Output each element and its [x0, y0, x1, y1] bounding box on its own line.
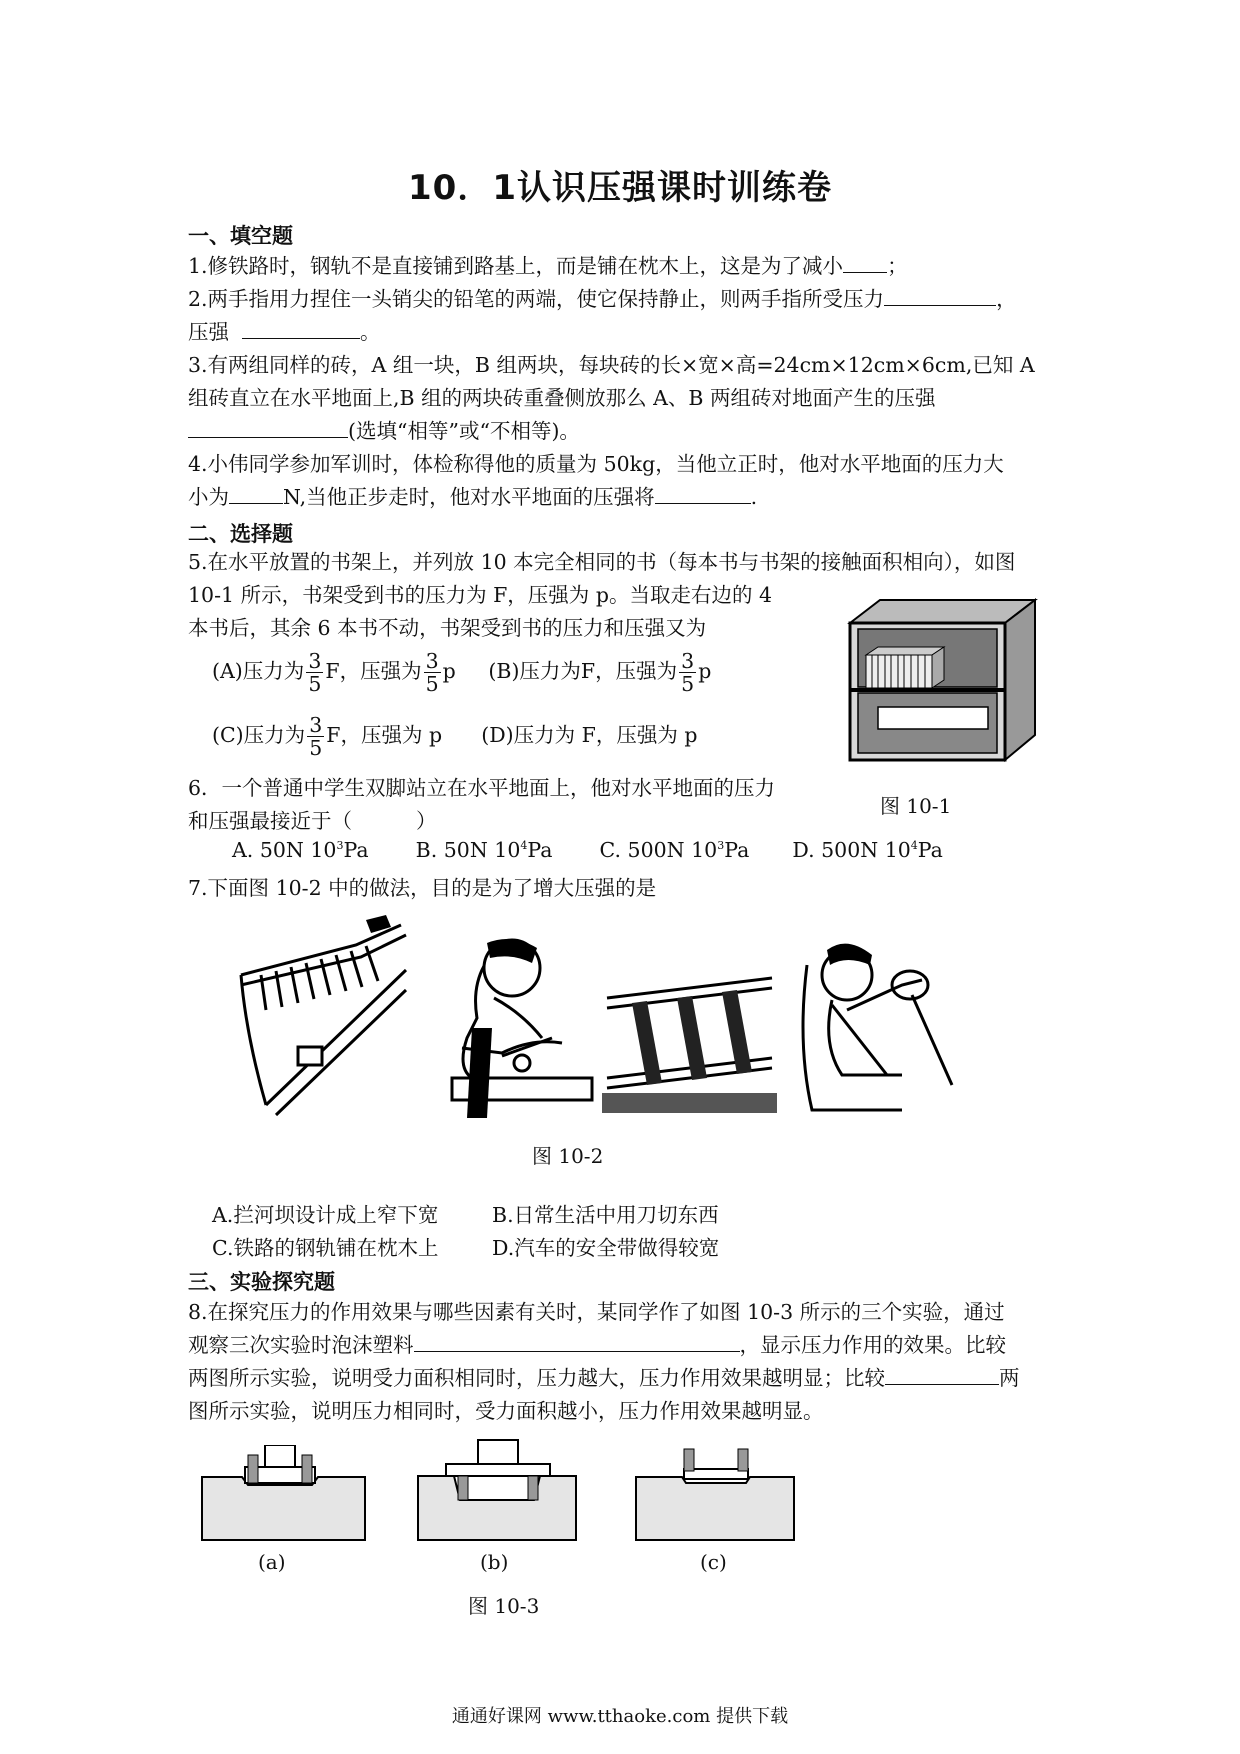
frac-num: 3	[308, 649, 322, 673]
frac-den: 5	[425, 672, 439, 696]
q6-d-exp: 4	[910, 839, 918, 853]
q6-option-a[interactable]	[232, 838, 369, 862]
question-7: 7.下面图 10-2 中的做法，目的是为了增大压强的是	[188, 876, 657, 900]
q8-text-b: 观察三次实验时泡沫塑料	[188, 1333, 414, 1357]
q6-options	[232, 838, 943, 862]
question-5-line2: 10-1 所示，书架受到书的压力为 F，压强为 p。当取走右边的 4	[188, 583, 773, 607]
figure-10-3-label-b: (b)	[480, 1550, 509, 1574]
question-4-line1: 4.小伟同学参加军训时，体检称得他的质量为 50kg，当他立正时，他对水平地面的压力大	[188, 452, 1004, 476]
q6-d-text: D. 500N 10	[792, 838, 911, 862]
q5-option-row-2	[212, 714, 698, 759]
q1-text: 1.修铁路时，钢轨不是直接铺到路基上，而是铺在枕木上，这是为了减小	[188, 254, 844, 278]
q6-option-b[interactable]	[416, 838, 553, 862]
frac-num: 3	[425, 649, 439, 673]
question-2-line2	[188, 316, 1058, 349]
q6-b-exp: 4	[520, 839, 528, 853]
figure-10-1-caption: 图 10-1	[880, 794, 952, 818]
q4-blank-pressure[interactable]	[655, 481, 751, 504]
frac-num: 3	[309, 713, 323, 737]
q2-blank-force[interactable]	[884, 283, 996, 306]
question-6-line2	[188, 805, 1058, 838]
q6-a-exp: 3	[336, 839, 344, 853]
q8-text-c-end: 两	[999, 1366, 1020, 1390]
figure-10-3-caption: 图 10-3	[468, 1594, 540, 1618]
question-5-line3: 本书后，其余 6 本书不动，书架受到书的压力和压强又为	[188, 616, 707, 640]
q7-option-d[interactable]: D.汽车的安全带做得较宽	[492, 1236, 720, 1260]
q6-a-unit: Pa	[343, 838, 369, 862]
page-title: 10．1认识压强课时训练卷	[408, 168, 832, 208]
question-3-line3	[188, 415, 1058, 448]
railway-track-illustration	[602, 968, 777, 1118]
q6-d-unit: Pa	[917, 838, 943, 862]
q5-option-row-1	[212, 650, 711, 695]
q5-c-mid: F，压强为 p	[326, 723, 443, 747]
bookshelf-figure	[840, 595, 1040, 770]
frac-num: 3	[681, 649, 695, 673]
q7-option-b[interactable]: B.日常生活中用刀切东西	[492, 1203, 719, 1227]
q3-hint: (选填“相等”或“不相等)。	[348, 419, 580, 443]
q2-blank-pressure[interactable]	[242, 316, 360, 339]
question-2-line1	[188, 283, 1058, 316]
page-footer: 通通好课网 www.tthaoke.com 提供下载	[451, 1706, 789, 1727]
q2-pressure-label: 压强	[188, 320, 229, 344]
frac-den: 5	[681, 672, 695, 696]
q1-end: ；	[887, 254, 908, 278]
q2-end: 。	[360, 320, 381, 344]
frac-den: 5	[309, 736, 323, 760]
question-8-line1: 8.在探究压力的作用效果与哪些因素有关时，某同学作了如图 10-3 所示的三个实验，通过	[188, 1300, 1005, 1324]
q1-blank[interactable]	[843, 250, 887, 273]
q7-option-a[interactable]: A.拦河坝设计成上窄下宽	[212, 1203, 439, 1227]
q5-b-pre: (B)压力为F，压强为	[488, 659, 678, 683]
knife-cutting-illustration	[432, 928, 602, 1118]
fraction-3-5	[679, 650, 696, 695]
q4-label: 小为	[188, 485, 229, 509]
section-heading-fill-blank: 一、填空题	[188, 224, 293, 248]
figure-10-3-label-a: (a)	[258, 1550, 286, 1574]
q6-c-exp: 3	[717, 839, 725, 853]
q5-a-end: p	[442, 659, 456, 683]
q5-b-end: p	[698, 659, 712, 683]
q5-a-mid: F，压强为	[325, 659, 422, 683]
q8-blank-compare[interactable]	[885, 1362, 999, 1385]
fraction-3-5	[306, 650, 323, 695]
section-heading-choice: 二、选择题	[188, 522, 293, 546]
figure-10-2-caption: 图 10-2	[532, 1144, 604, 1168]
q8-text-b-end: ，显示压力作用的效果。比较	[739, 1333, 1006, 1357]
q6-b-unit: Pa	[527, 838, 553, 862]
fraction-3-5	[424, 650, 441, 695]
section-heading-experiment: 三、实验探究题	[188, 1270, 335, 1294]
q6-a-text: A. 50N 10	[232, 838, 337, 862]
q2-text: 2.两手指用力捏住一头销尖的铅笔的两端，使它保持静止，则两手指所受压力	[188, 287, 885, 311]
q6-option-c[interactable]	[600, 838, 750, 862]
figure-10-3-label-c: (c)	[700, 1550, 727, 1574]
question-8-line4: 图所示实验，说明压力相同时，受力面积越小，压力作用效果越明显。	[188, 1399, 824, 1423]
q6-paren-end: ）	[416, 809, 437, 833]
q6-c-unit: Pa	[724, 838, 750, 862]
fraction-3-5	[307, 714, 324, 759]
question-3-line2: 组砖直立在水平地面上,B 组的两块砖重叠侧放那么 A、B 两组砖对地面产生的压强	[188, 386, 936, 410]
q3-blank[interactable]	[188, 415, 348, 438]
question-6-line1: 6．一个普通中学生双脚站立在水平地面上，他对水平地面的压力	[188, 776, 776, 800]
q5-a-pre: (A)压力为	[212, 659, 305, 683]
q4-blank-force[interactable]	[229, 481, 283, 504]
question-1	[188, 250, 1058, 283]
q5-option-b[interactable]	[488, 649, 712, 696]
question-4-line2	[188, 481, 1058, 514]
question-3-line1: 3.有两组同样的砖，A 组一块，B 组两块，每块砖的长×宽×高=24cm×12cm×6cm,已知 A	[188, 353, 1035, 377]
q5-option-a[interactable]	[212, 649, 462, 696]
frac-den: 5	[308, 672, 322, 696]
question-8-line2	[188, 1329, 1058, 1362]
q4-text: N,当他正步走时，他对水平地面的压强将	[283, 485, 655, 509]
q6-c-text: C. 500N 10	[599, 838, 718, 862]
question-8-line3	[188, 1362, 1058, 1395]
q5-option-d[interactable]: (D)压力为 F，压强为 p	[481, 723, 698, 747]
dam-illustration	[236, 915, 411, 1120]
q6-text: 和压强最接近于（	[188, 809, 352, 833]
q8-text-c: 两图所示实验，说明受力面积相同时，压力越大，压力作用效果越明显；比较	[188, 1366, 885, 1390]
q8-blank-observe[interactable]	[414, 1329, 740, 1352]
foam-experiment-c	[634, 1445, 799, 1545]
q5-c-pre: (C)压力为	[212, 723, 306, 747]
q6-b-text: B. 50N 10	[415, 838, 521, 862]
question-5-line1: 5.在水平放置的书架上，并列放 10 本完全相同的书（每本书与书架的接触面积相向），如图	[188, 550, 1016, 574]
q5-option-c[interactable]	[212, 713, 449, 760]
q6-option-d[interactable]	[792, 838, 943, 862]
foam-experiment-b	[416, 1438, 581, 1545]
seatbelt-illustration	[792, 925, 967, 1120]
q7-option-c[interactable]: C.铁路的钢轨铺在枕木上	[212, 1236, 439, 1260]
foam-experiment-a	[200, 1445, 370, 1545]
q2-comma: ，	[996, 287, 1017, 311]
q4-end: .	[750, 485, 758, 509]
